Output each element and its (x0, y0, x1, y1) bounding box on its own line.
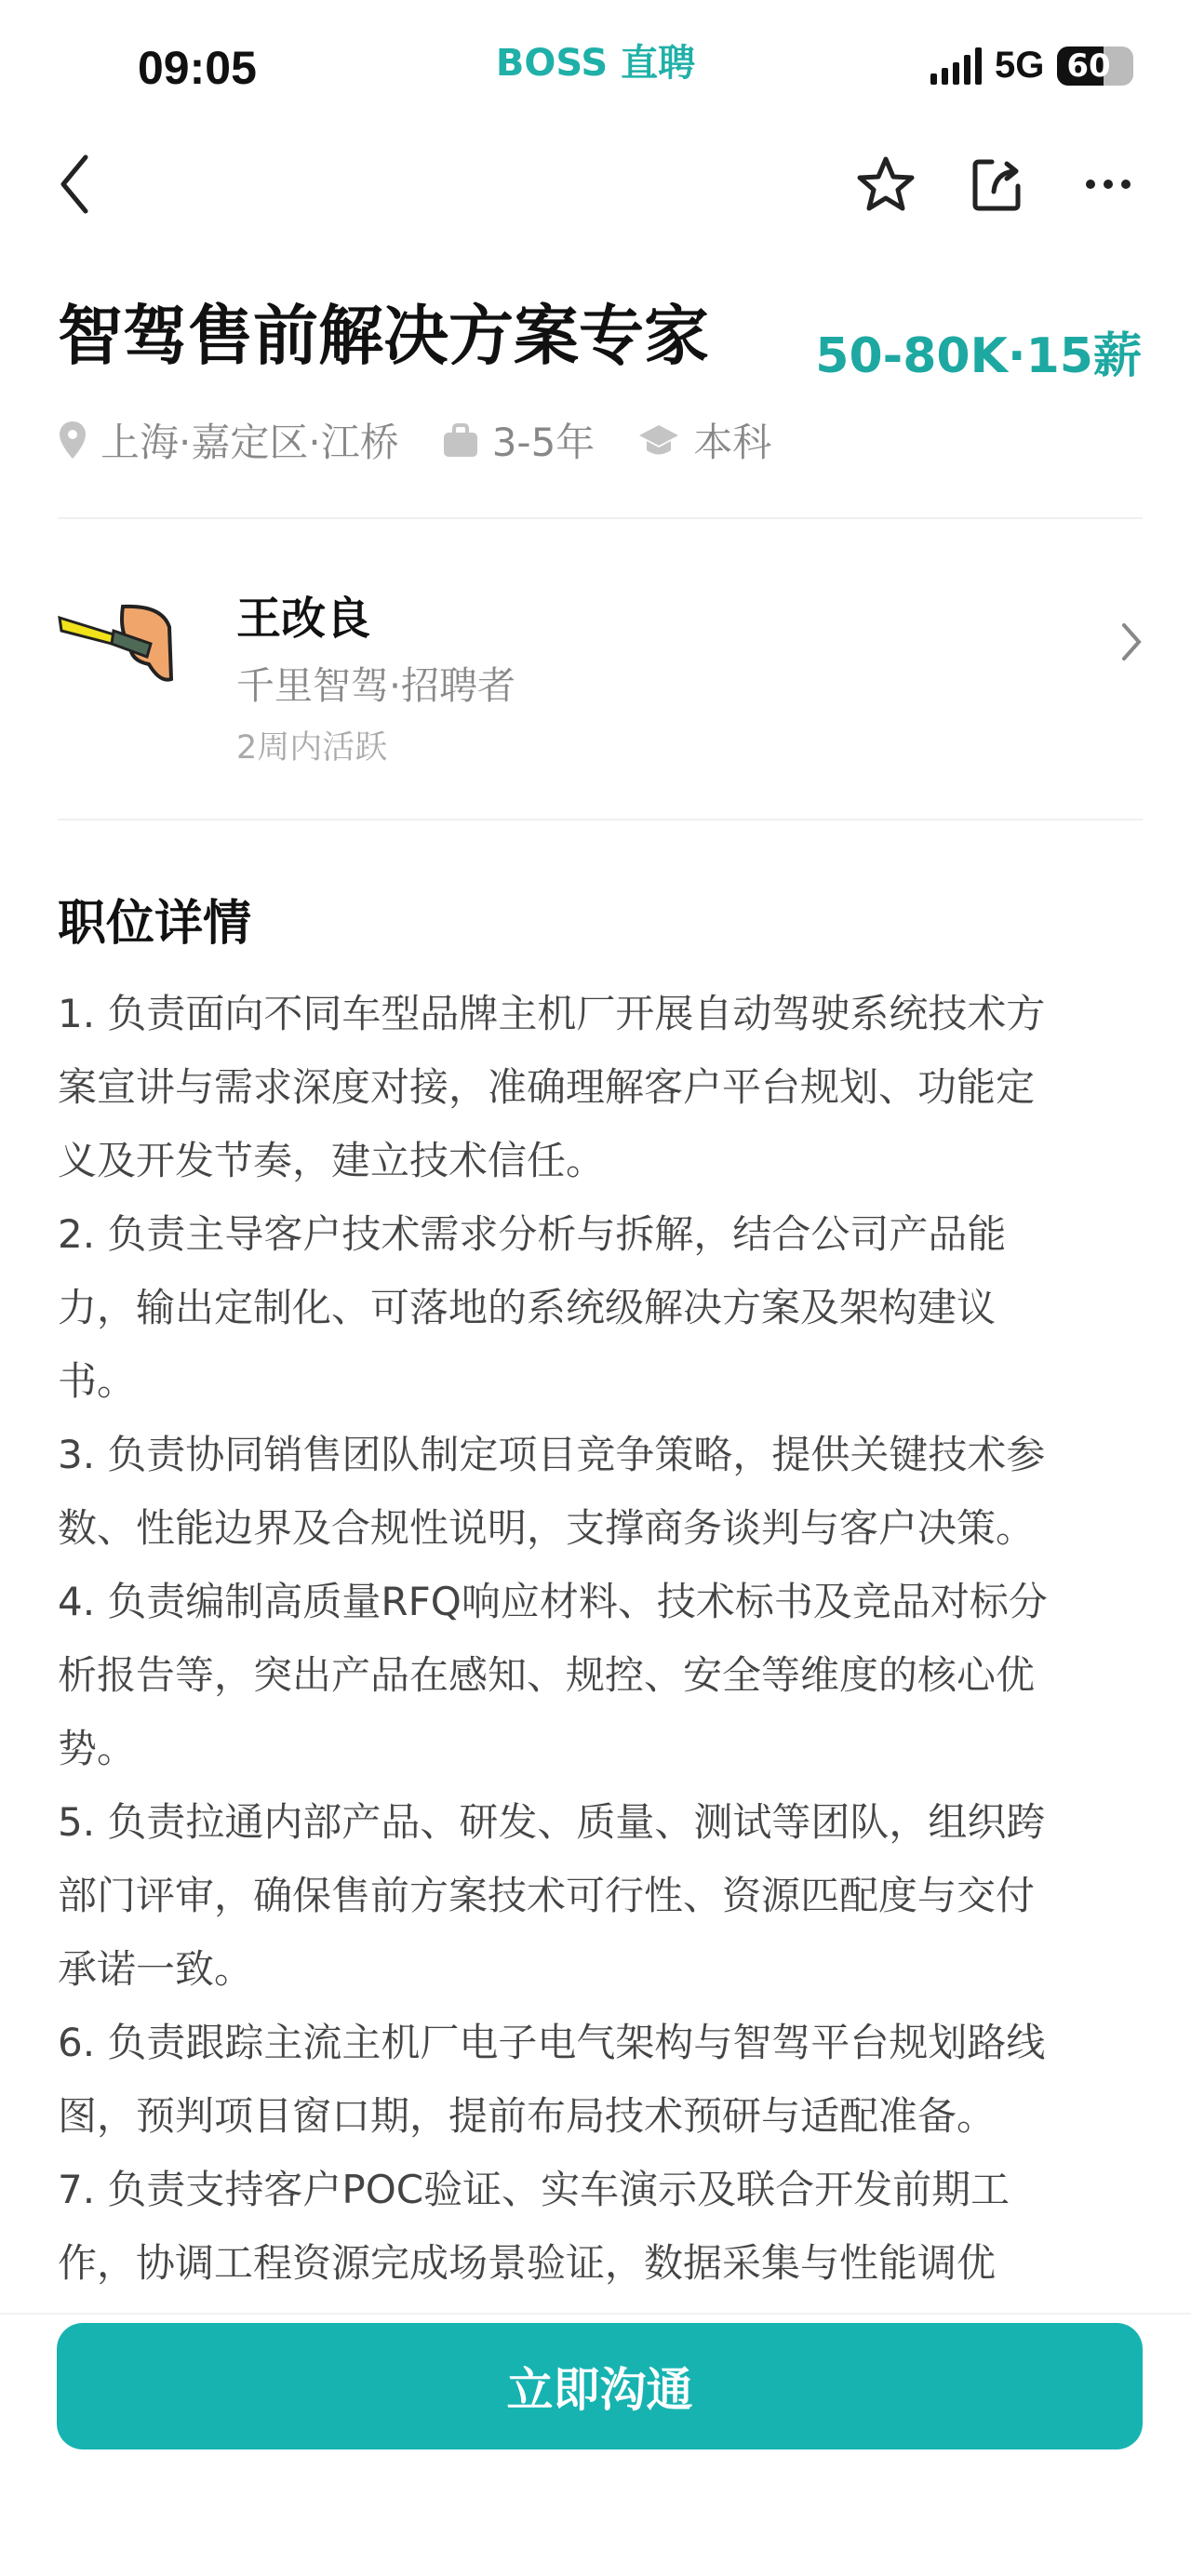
description-line: 案宣讲与需求深度对接，准确理解客户平台规划、功能定 (58, 1064, 1036, 1110)
description-line: 6. 负责跟踪主流主机厂电子电气架构与智驾平台规划路线 (58, 2020, 1046, 2065)
education (637, 412, 771, 468)
location-text: 上海·嘉定区·江桥 (100, 420, 399, 465)
job-description (58, 977, 1048, 2300)
location (58, 412, 399, 468)
star-icon[interactable] (856, 154, 916, 218)
network-type: 5G (995, 45, 1045, 86)
description-line: 作，协调工程资源完成场景验证，数据采集与性能调优 (58, 2240, 997, 2286)
status-time: 09:05 (138, 42, 257, 94)
chevron-right-icon[interactable] (1120, 621, 1143, 666)
description-line: 承诺一致。 (58, 1946, 254, 1992)
description-line: 5. 负责拉通内部产品、研发、质量、测试等团队，组织跨 (58, 1799, 1046, 1845)
description-line: 图，预判项目窗口期，提前布局技术预研与适配准备。 (58, 2093, 997, 2139)
description-line: 力，输出定制化、可落地的系统级解决方案及架构建议 (58, 1285, 997, 1330)
description-line: 部门评审，确保售前方案技术可行性、资源匹配度与交付 (58, 1873, 1036, 1918)
status-icons (930, 45, 1133, 87)
description-line: 义及开发节奏，建立技术信任。 (58, 1138, 606, 1183)
description-line: 7. 负责支持客户POC验证、实车演示及联合开发前期工 (58, 2167, 1010, 2212)
share-icon[interactable] (968, 154, 1027, 218)
job-salary: 50-80K·15薪 (815, 328, 1142, 384)
battery-percent: 60 (1066, 47, 1111, 85)
location-pin-icon (58, 420, 87, 460)
battery-icon (1057, 47, 1133, 86)
experience (442, 412, 596, 468)
job-title: 智驾售前解决方案专家 (58, 298, 709, 374)
description-line: 数、性能边界及合规性说明，支撑商务谈判与客户决策。 (58, 1505, 1036, 1551)
divider (58, 517, 1143, 519)
recruiter-activity: 2周内活跃 (236, 729, 388, 767)
signal-icon (930, 47, 982, 85)
description-line: 2. 负责主导客户技术需求分析与拆解，结合公司产品能 (58, 1211, 1007, 1257)
description-line: 4. 负责编制高质量RFQ响应材料、技术标书及竞品对标分 (58, 1579, 1048, 1624)
description-line: 1. 负责面向不同车型品牌主机厂开展自动驾驶系统技术方 (58, 991, 1046, 1036)
app-brand: BOSS 直聘 (495, 42, 696, 85)
divider (58, 819, 1143, 821)
back-icon[interactable] (56, 153, 93, 219)
recruiter-avatar[interactable] (58, 579, 177, 698)
description-line: 3. 负责协同销售团队制定项目竞争策略，提供关键技术参 (58, 1432, 1046, 1477)
more-icon[interactable] (1083, 175, 1133, 197)
recruiter-name[interactable]: 王改良 (236, 593, 371, 645)
experience-text: 3-5年 (491, 420, 596, 465)
recruiter-company-role: 千里智驾·招聘者 (236, 663, 516, 708)
education-text: 本科 (693, 420, 772, 465)
graduation-cap-icon (637, 421, 680, 459)
job-meta (58, 412, 814, 468)
description-line: 势。 (58, 1726, 137, 1771)
section-heading: 职位详情 (58, 896, 252, 952)
briefcase-icon (442, 421, 479, 459)
description-line: 析报告等，突出产品在感知、规控、安全等维度的核心优 (58, 1652, 1036, 1698)
chat-now-button[interactable]: 立即沟通 (57, 2323, 1143, 2449)
description-line: 书。 (58, 1358, 137, 1404)
